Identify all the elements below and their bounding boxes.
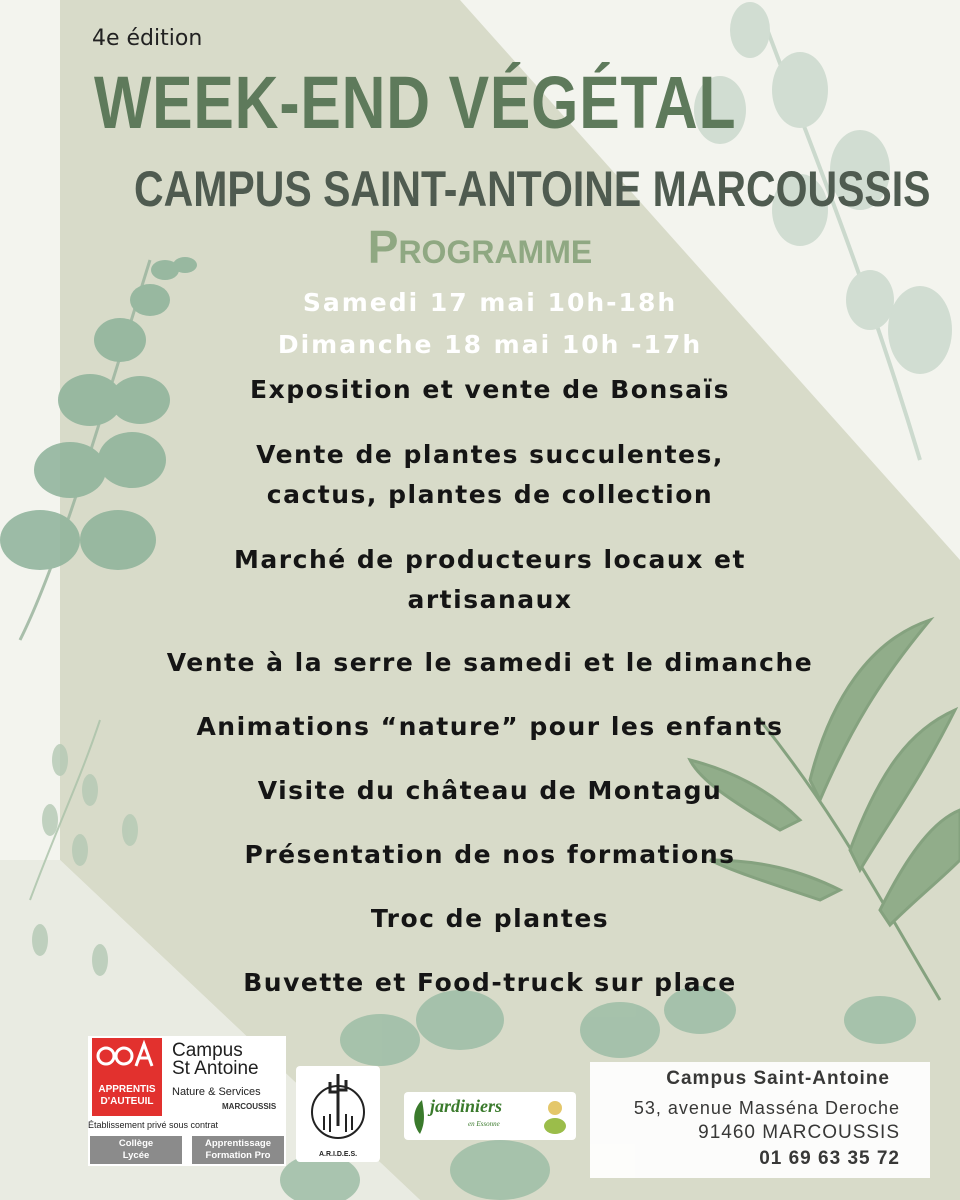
arides-emblem-icon (296, 1066, 380, 1146)
program-item: Exposition et vente de Bonsaïs (250, 375, 730, 404)
apprentis-red-badge (92, 1038, 162, 1116)
edition-label: 4e édition (92, 26, 203, 51)
date-sunday: Dimanche 18 mai 10h -17h (277, 330, 703, 359)
program-item: Troc de plantes (370, 904, 610, 933)
campus-name-line2: St Antoine (172, 1058, 259, 1079)
plant-icon (408, 1096, 432, 1136)
college-lycee-box: Collège Lycée (90, 1136, 182, 1164)
event-title: WEEK-END VÉGÉTAL (94, 61, 737, 144)
jardiniers-sub: en Essonne (468, 1120, 500, 1128)
brand-line1: APPRENTIS (98, 1084, 156, 1095)
date-saturday: Samedi 17 mai 10h-18h (302, 288, 678, 317)
gardener-mascot-icon (538, 1096, 572, 1136)
arides-logo (296, 1066, 380, 1162)
program-item: Marché de producteurs locaux et artisanaux (234, 545, 746, 614)
address-name: Campus Saint-Antoine (666, 1068, 890, 1089)
address-phone: 01 69 63 35 72 (759, 1148, 900, 1169)
program-item: Buvette et Food-truck sur place (243, 968, 737, 997)
address-city: 91460 MARCOUSSIS (698, 1122, 900, 1143)
jardiniers-name: jardiniers (430, 1096, 503, 1116)
brand-line2: D'AUTEUIL (100, 1096, 154, 1107)
campus-tagline: Établissement privé sous contrat (88, 1120, 219, 1130)
campus-subtitle: Nature & Services (172, 1086, 261, 1098)
apprentis-auteuil-logo (88, 1036, 286, 1166)
program-item: Animations “nature” pour les enfants (196, 712, 784, 741)
apprentissage-box: Apprentissage Formation Pro (192, 1136, 284, 1164)
program-item: Visite du château de Montagu (257, 776, 723, 805)
program-item: Vente de plantes succulentes, cactus, plantes de collection (256, 440, 724, 509)
programme-heading: Programme (367, 221, 593, 273)
campus-title: CAMPUS SAINT-ANTOINE MARCOUSSIS (134, 161, 931, 217)
campus-name-line1: Campus (172, 1040, 243, 1061)
campus-location: MARCOUSSIS (222, 1102, 277, 1111)
address-box (590, 1062, 930, 1178)
program-item: Vente à la serre le samedi et le dimanche (166, 648, 814, 677)
address-street: 53, avenue Masséna Deroche (633, 1098, 900, 1118)
jardiniers-logo (404, 1092, 576, 1140)
people-icon (92, 1038, 162, 1082)
arides-label: A.R.I.D.E.S. (318, 1151, 358, 1158)
program-item: Présentation de nos formations (244, 840, 736, 869)
